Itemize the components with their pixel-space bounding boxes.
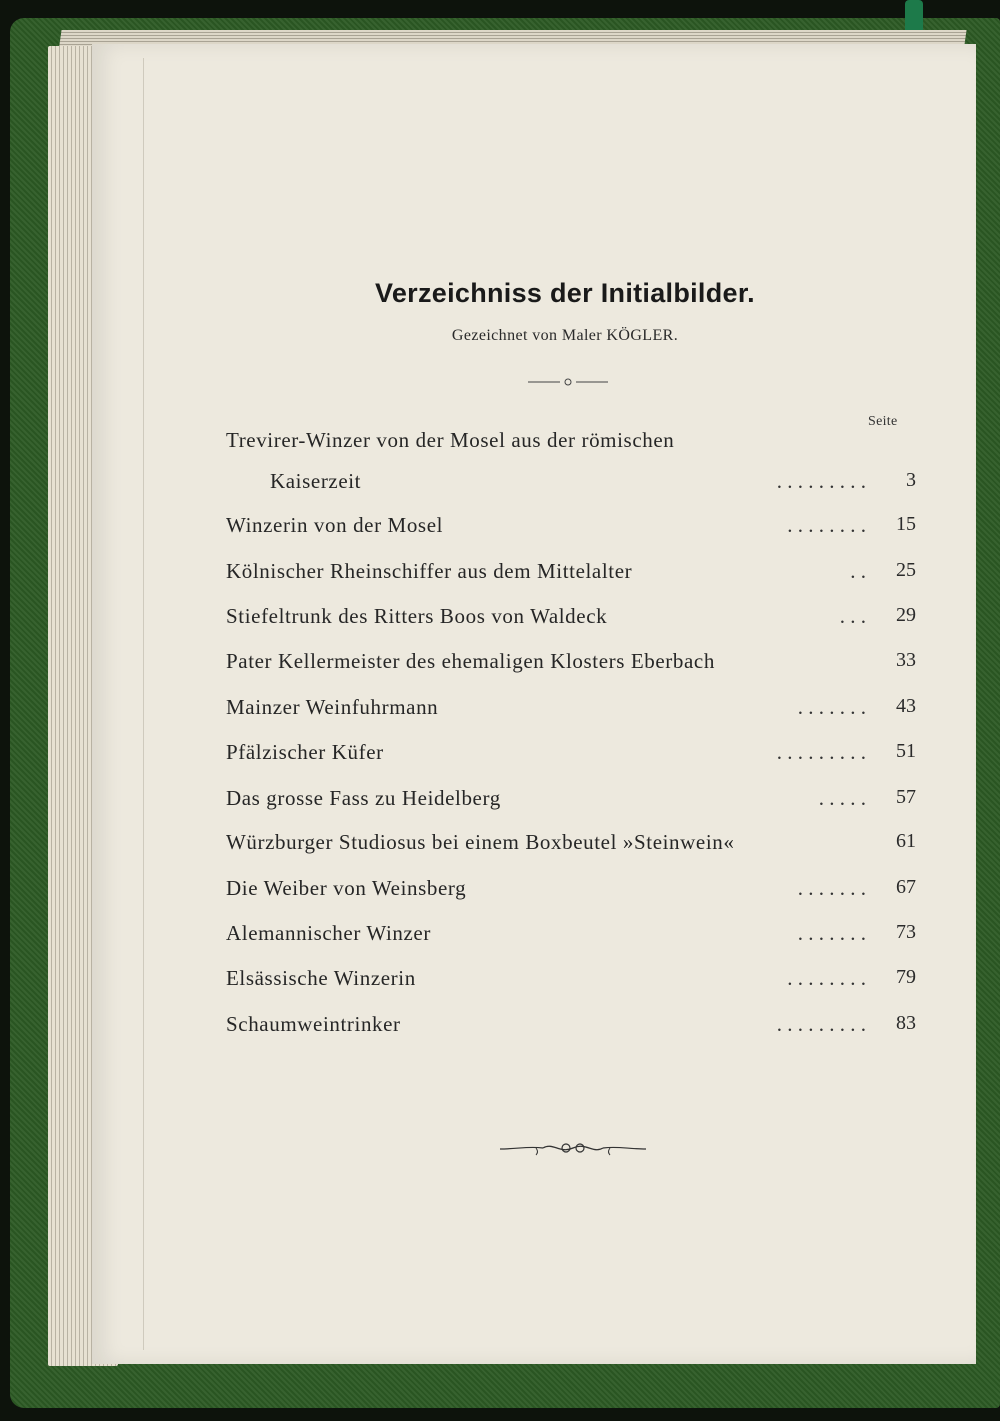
toc-entry-title: Winzerin von der Mosel bbox=[226, 513, 444, 537]
toc-entry bbox=[226, 876, 916, 906]
toc-page-number: 15 bbox=[896, 513, 916, 535]
page-subtitle: Gezeichnet von Maler KÖGLER. bbox=[451, 327, 679, 344]
toc-leader-dots: . . . . . bbox=[818, 786, 866, 810]
toc-page-number: 73 bbox=[896, 921, 916, 943]
toc-page-number: 29 bbox=[896, 604, 916, 626]
toc-leader-dots: . . . . . . . . . bbox=[776, 740, 866, 764]
toc-entry-title: Trevirer-Winzer von der Mosel aus der römischen bbox=[226, 428, 675, 452]
toc-leader-dots: . . . . . . . bbox=[797, 876, 866, 900]
toc-entry bbox=[226, 469, 916, 499]
toc-entry-title: Mainzer Weinfuhrmann bbox=[226, 695, 439, 719]
toc-leader-dots: . . . . . . . . bbox=[787, 966, 866, 990]
toc-leader-dots: . . . . . . . bbox=[797, 921, 866, 945]
toc-leader-dots: . . bbox=[850, 559, 866, 583]
toc-page-number: 33 bbox=[896, 649, 916, 671]
toc-entry-title: Stiefeltrunk des Ritters Boos von Waldeck bbox=[226, 604, 608, 628]
toc-page-number: 3 bbox=[906, 469, 916, 491]
toc-entry bbox=[226, 559, 916, 589]
toc-entry bbox=[226, 740, 916, 770]
page-column-label: Seite bbox=[868, 414, 898, 429]
toc-entry-title: Würzburger Studiosus bei einem Boxbeutel »Steinwein« bbox=[226, 830, 735, 854]
toc-entry-title: Das grosse Fass zu Heidelberg bbox=[226, 786, 501, 810]
toc-entry-title: Alemannischer Winzer bbox=[226, 921, 431, 945]
toc-entry bbox=[226, 649, 916, 679]
toc-entry-title: Schaumweintrinker bbox=[226, 1012, 401, 1036]
toc-page-number: 57 bbox=[896, 786, 916, 808]
toc-leader-dots: . . . . . . . . . bbox=[776, 1012, 866, 1036]
toc-leader-dots: . . . . . . . . bbox=[787, 513, 866, 537]
toc-entry bbox=[226, 830, 916, 860]
toc-entry bbox=[226, 966, 916, 996]
toc-page-number: 83 bbox=[896, 1012, 916, 1034]
toc-page-number: 43 bbox=[896, 695, 916, 717]
toc-entry bbox=[226, 921, 916, 951]
toc-entry bbox=[226, 695, 916, 725]
toc-leader-dots: . . . . . . . . . bbox=[776, 469, 866, 493]
closing-ornament bbox=[498, 1136, 648, 1160]
toc-page-number: 67 bbox=[896, 876, 916, 898]
toc-entry bbox=[226, 513, 916, 543]
toc-entry bbox=[226, 786, 916, 816]
toc-entry-title: Pfälzischer Küfer bbox=[226, 740, 384, 764]
toc-entry-title: Elsässische Winzerin bbox=[226, 966, 416, 990]
toc-entry-title: Kölnischer Rheinschiffer aus dem Mittelalter bbox=[226, 559, 633, 583]
toc-entry bbox=[226, 1012, 916, 1042]
toc-page-number: 51 bbox=[896, 740, 916, 762]
toc-entry-title: Kaiserzeit bbox=[270, 469, 362, 493]
toc-entry bbox=[226, 604, 916, 634]
toc-page-number: 79 bbox=[896, 966, 916, 988]
toc-page-number: 25 bbox=[896, 559, 916, 581]
page-title: Verzeichniss der Initialbilder. bbox=[375, 278, 755, 308]
toc-entry bbox=[226, 428, 916, 458]
toc-entry-title: Pater Kellermeister des ehemaligen Klosters Eberbach bbox=[226, 649, 715, 673]
toc-leader-dots: . . . . . . . bbox=[797, 695, 866, 719]
toc-entry-title: Die Weiber von Weinsberg bbox=[226, 876, 467, 900]
toc-leader-dots: . . . bbox=[839, 604, 866, 628]
toc-page-number: 61 bbox=[896, 830, 916, 852]
